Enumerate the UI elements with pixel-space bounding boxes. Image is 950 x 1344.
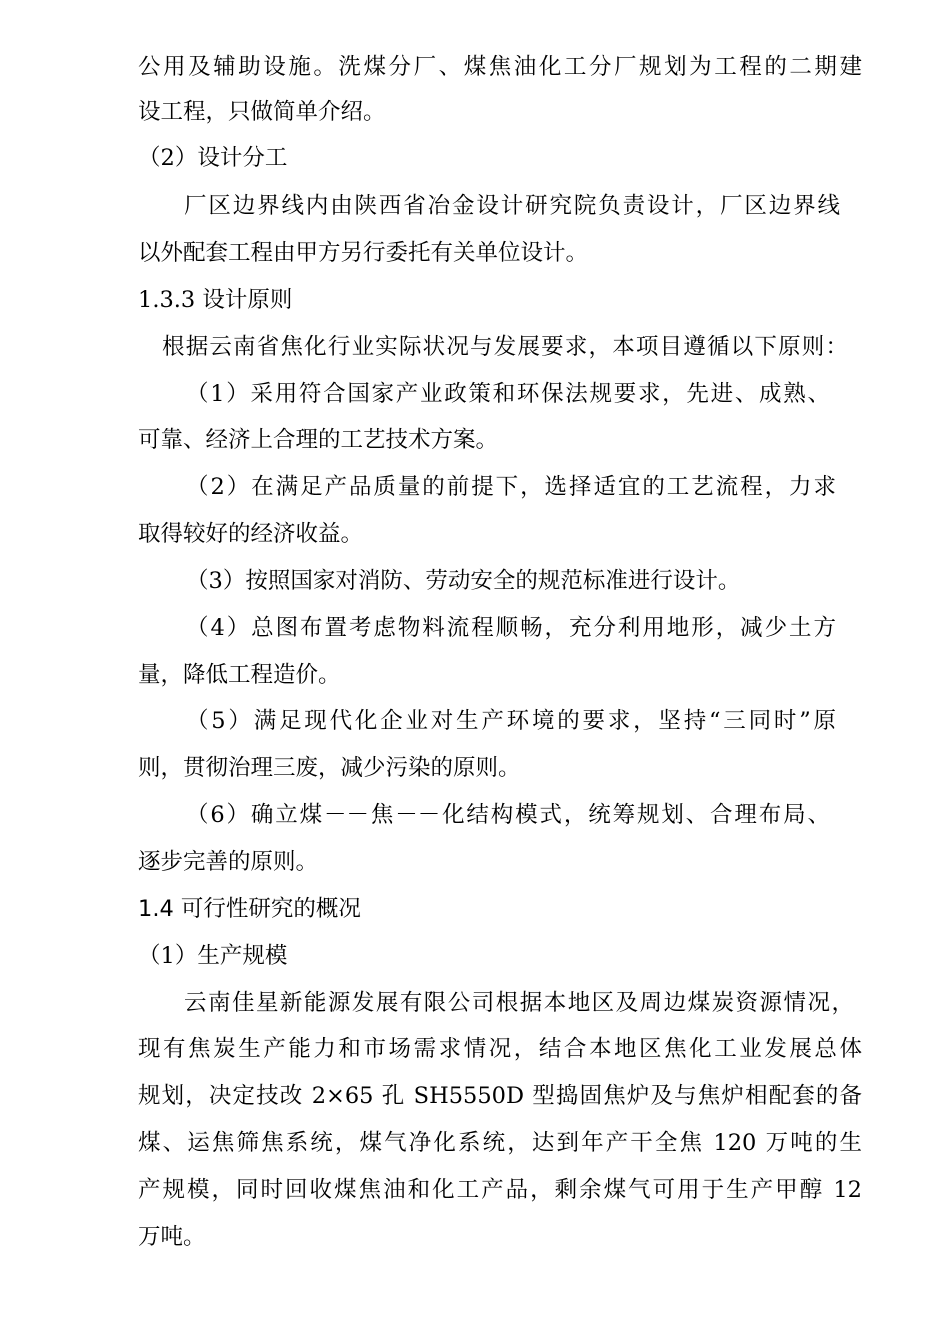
list-item-line: 可靠、经济上合理的工艺技术方案。 (138, 427, 499, 453)
paragraph-line: 现有焦炭生产能力和市场需求情况，结合本地区焦化工业发展总体 (138, 1036, 862, 1062)
list-item-line: 逐步完善的原则。 (138, 849, 319, 875)
paragraph-line: 根据云南省焦化行业实际状况与发展要求，本项目遵循以下原则： (162, 334, 848, 360)
list-item-line: 则，贯彻治理三废，减少污染的原则。 (138, 755, 521, 781)
list-item-line: （1）采用符合国家产业政策和环保法规要求，先进、成熟、 (186, 381, 830, 407)
paragraph-line: 产规模，同时回收煤焦油和化工产品，剩余煤气可用于生产甲醇 12 (138, 1177, 862, 1203)
paragraph-line: 云南佳星新能源发展有限公司根据本地区及周边煤炭资源情况， (184, 990, 854, 1016)
paragraph-line: 煤、运焦筛焦系统，煤气净化系统，达到年产干全焦 120 万吨的生 (138, 1130, 862, 1156)
section-heading: 1.4 可行性研究的概况 (138, 896, 361, 922)
list-item-line: （5）满足现代化企业对生产环境的要求，坚持“三同时”原 (186, 708, 836, 734)
list-item-line: （2）在满足产品质量的前提下，选择适宜的工艺流程，力求 (186, 474, 836, 500)
paragraph-line: 公用及辅助设施。洗煤分厂、煤焦油化工分厂规划为工程的二期建 (138, 54, 862, 80)
paragraph-line: 以外配套工程由甲方另行委托有关单位设计。 (138, 240, 589, 266)
section-heading: （1）生产规模 (138, 943, 288, 969)
list-item-line: 量，降低工程造价。 (138, 662, 341, 688)
list-item-line: （3）按照国家对消防、劳动安全的规范标准进行设计。 (186, 568, 741, 594)
paragraph-line: 规划，决定技改 2×65 孔 SH5550D 型捣固焦炉及与焦炉相配套的备 (138, 1083, 862, 1109)
section-heading: （2）设计分工 (138, 145, 288, 171)
list-item-line: 取得较好的经济收益。 (138, 521, 364, 547)
paragraph-line: 设工程，只做简单介绍。 (138, 99, 386, 125)
list-item-line: （6）确立煤－－焦－－化结构模式，统筹规划、合理布局、 (186, 802, 830, 828)
section-heading: 1.3.3 设计原则 (138, 287, 293, 313)
list-item-line: （4）总图布置考虑物料流程顺畅，充分利用地形，减少土方 (186, 615, 836, 641)
paragraph-line: 厂区边界线内由陕西省冶金设计研究院负责设计，厂区边界线 (184, 193, 840, 219)
paragraph-line: 万吨。 (138, 1224, 206, 1250)
